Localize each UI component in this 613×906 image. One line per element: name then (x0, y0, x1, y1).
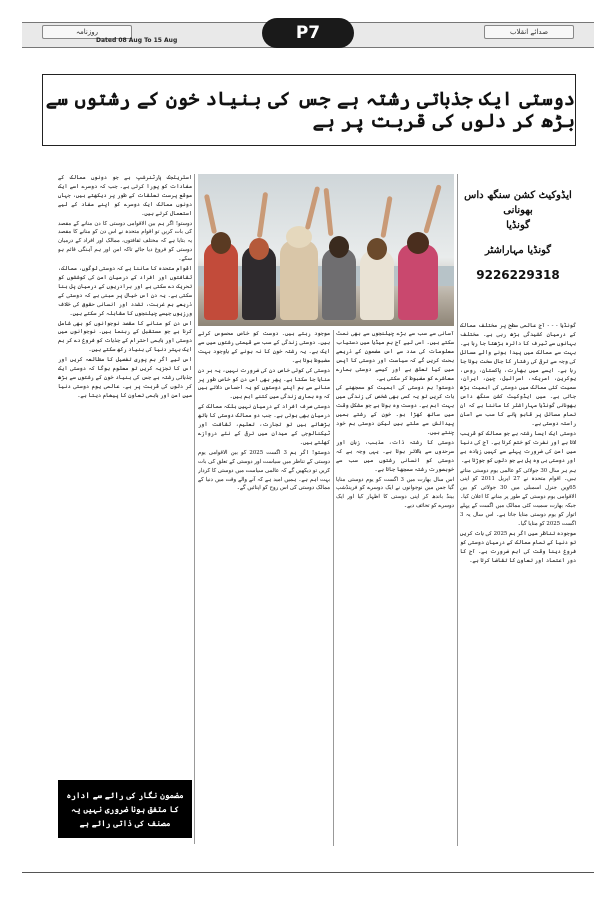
photo-arm (324, 188, 334, 236)
photo-arm (204, 194, 217, 234)
page-bottom-rule (22, 872, 594, 873)
author-phone: 9226229318 (476, 268, 560, 282)
paragraph: دوستی ایک ایسا رشتہ ہے جو ممالک کو قریب لاتا ہے اور نفرت کو ختم کرتا ہے۔ آج کی دنیا میں امن کی ضرورت پہلے سے کہیں زیادہ ہے اور دوستی ہی وہ پل ہے جو دلوں کو جوڑتا ہے۔ (460, 430, 576, 464)
page-number: P7 (262, 18, 354, 48)
disclaimer-text: مضمون نگار کی رائے سے ادارہ کا متفق ہونا ضروری نہیں یہ مصنف کی ذاتی رائے ہے (66, 790, 184, 828)
disclaimer-box (58, 780, 192, 838)
paragraph: دوستی کا رشتہ ذات، مذہب، زبان اور سرحدوں سے بالاتر ہوتا ہے۔ یہی وجہ ہے کہ دوستی کو انسانی رشتوں میں سب سے خوبصورت رشتہ سمجھا جاتا ہے۔ (336, 439, 454, 473)
friends-photo (198, 174, 454, 326)
newspaper-page (22, 16, 594, 892)
photo-arm (305, 186, 320, 230)
text-column-mid-right (336, 330, 454, 848)
byline (460, 188, 576, 308)
paragraph: دوستو! اگر ہم بین الاقوامی دوستی کا دن منانے کے مقصد کی بات کریں تو اقوام متحدہ نے اس دن کو منانے کا مقصد یہ بتایا ہے کہ مختلف ثقافتوں، ممالک اور افراد کے درمیان دوستی کو فروغ دیا جائے تاکہ امن اور ہم آہنگی قائم ہو سکے۔ (58, 220, 192, 263)
photo-head (211, 232, 231, 254)
masthead-right-tag: صدائے انقلاب (484, 25, 574, 39)
paragraph: اس سال بھارت میں 3 اگست کو یوم دوستی منایا گیا جس میں نوجوانوں نے ایک دوسرے کو فرینڈشپ بینڈ باندھ کر اپنی دوستی کا اظہار کیا اور ایک دوسرے کو تحائف دیے۔ (336, 476, 454, 510)
column-divider (333, 330, 334, 846)
author-city: گونڈیا (506, 220, 530, 231)
paragraph: آسانی سے سب سے بڑے چیلنجوں سے بھی نمٹ سکتے ہیں۔ اسی لیے آج ہم میڈیا میں دستیاب معلومات کی مدد سے اس مضمون کے ذریعے بحث کریں گے کہ سیاست اور دوستی کا آپس میں کیا تعلق ہے اور کیسے دوستی ہمارے معاشرے کو مضبوط کر سکتی ہے۔ (336, 331, 454, 382)
photo-arm (423, 184, 442, 233)
text-column-right (460, 322, 576, 848)
photo-person (398, 244, 438, 320)
column-divider (457, 174, 458, 846)
text-column-left (58, 174, 192, 774)
paragraph: گونڈیا - - - آج عالمی سطح پر مختلف ممالک کے درمیان کشیدگی بڑھ رہی ہے۔ مختلف بہانوں سے ٹیرف کا دائرہ بڑھتا جا رہا ہے۔ بہت سے ممالک میں پیدا ہونے والے مسائل کی وجہ سے ترقی کی رفتار کا جال سخت ہوتا جا رہا ہے۔ ایسے میں بھارت، پاکستان، روس، یوکرین، امریکہ، اسرائیل، چین، ایران، سمیت کئی ممالک میں دوستی کی اہمیت بڑھ جاتی ہے۔ میں ایڈوکیٹ کشن سنگھ داس بھونانی گونڈیا مہاراشٹر کا ماننا ہے کہ ان تمام مسائل پر قابو پانے کا سب سے آسان راستہ دوستی ہے۔ (460, 323, 576, 427)
photo-head (407, 232, 429, 254)
photo-arm (380, 196, 392, 238)
masthead-left-tag: روزنامہ (42, 25, 132, 39)
headline-box (42, 74, 576, 146)
paragraph: دوستی صرف افراد کے درمیان نہیں بلکہ ممالک کے درمیان بھی ہوتی ہے۔ جب دو ممالک دوستی کا ہاتھ بڑھاتے ہیں تو تجارت، تعلیم، ثقافت اور ٹیکنالوجی کے میدان میں ترقی کے نئے دروازے کھلتے ہیں۔ (198, 404, 330, 446)
column-divider (194, 174, 195, 844)
photo-person (322, 248, 356, 320)
issue-date: Dated 08 Aug To 15 Aug (96, 37, 178, 44)
article (42, 170, 576, 870)
photo-person (280, 240, 318, 320)
paragraph: موجود رہتے ہیں۔ دوست کو خاص محسوس کرتے ہیں۔ دوستی زندگی کے سب سے قیمتی رشتوں میں سے ایک ہے۔ یہ رشتہ خون کا نہ ہونے کے باوجود بہت مضبوط ہوتا ہے۔ (198, 331, 330, 364)
masthead (22, 16, 594, 50)
photo-arm (257, 192, 268, 238)
photo-head (249, 238, 269, 260)
headline: دوستی ایک جذباتی رشتہ ہے جس کی بنیاد خون کے رشتوں سے بڑھ کر دلوں کی قربت پر ہے (45, 88, 575, 132)
photo-person (360, 250, 394, 320)
paragraph: اس دن کو منانے کا مقصد نوجوانوں کو بھی شامل کرنا ہے جو مستقبل کے رہنما ہیں۔ نوجوانوں میں دوستی اور باہمی احترام کے جذبات کو فروغ دے کر ہم ایک بہتر دنیا کی بنیاد رکھ سکتے ہیں۔ (58, 320, 192, 354)
photo-head (329, 236, 349, 258)
paragraph: اس لیے اگر ہم پوری تفصیل کا مطالعہ کریں اور اس کا تجزیہ کریں تو معلوم ہوگا کہ دوستی ایک جذباتی رشتہ ہے جس کی بنیاد خون کے رشتوں سے بڑھ کر دلوں کی قربت پر ہے۔ عالمی یوم دوستی دنیا میں امن اور باہمی تعاون کا پیغام دیتا ہے۔ (58, 357, 192, 399)
paragraph: موجودہ تناظر میں اگر ہم 2025 کی بات کریں تو دنیا کے تمام ممالک کے درمیان دوستی کو فروغ دینا وقت کی اہم ضرورت ہے۔ آج کا دور اعتماد اور تعاون کا تقاضا کرتا ہے۔ (460, 530, 576, 564)
author-name: ایڈوکیٹ کشن سنگھ داس بھونانی (464, 190, 572, 216)
paragraph: اقوام متحدہ کا ماننا ہے کہ دوستی لوگوں، ممالک، ثقافتوں اور افراد کے درمیان امن کی کوششوں کو تحریک دے سکتی ہے اور برادریوں کے درمیان پل بنا سکتی ہے۔ یہ دن اس خیال پر مبنی ہے کہ دوستی کے ذریعے ہم غربت، تشدد اور انسانی حقوق کی خلاف ورزیوں جیسے چیلنجوں کا مقابلہ کر سکتے ہیں۔ (58, 266, 192, 317)
paragraph: ہم ہر سال 30 جولائی کو عالمی یوم دوستی مناتے ہیں۔ اقوام متحدہ نے 27 اپریل 2011 کو اپنی 65ویں جنرل اسمبلی میں 30 جولائی کو بین الاقوامی یوم دوستی کے طور پر منانے کا اعلان کیا۔ جبکہ بھارت سمیت کئی ممالک میں اگست کے پہلے اتوار کو یوم دوستی منایا جاتا ہے۔ اس سال یہ 3 اگست 2025 کو منایا گیا۔ (460, 467, 576, 527)
author-location: گونڈیا مہاراشٹر (484, 245, 552, 256)
paragraph: دوستی کی کوئی خاص دن کی ضرورت نہیں، یہ ہر دن منایا جا سکتا ہے۔ پھر بھی اس دن کو خاص طور پر منانے سے ہم اپنے دوستوں کو یہ احساس دلاتے ہیں کہ وہ ہماری زندگی میں کتنے اہم ہیں۔ (198, 367, 330, 401)
paragraph: دوستو! اگر ہم 3 اگست 2025 کو بین الاقوامی یوم دوستی کے تناظر میں سیاست اور دوستی کے تعلق کی بات کریں تو دیکھیں گے کہ عالمی سیاست میں دوستی کا کردار بہت اہم ہے۔ ہمیں امید ہے کہ آنے والے وقت میں دنیا کے ممالک دوستی کی اس روح کو اپنائیں گے۔ (198, 449, 330, 492)
photo-head (367, 238, 387, 260)
paragraph: اسٹریٹجک پارٹنرشپ ہے جو دونوں ممالک کے مفادات کو پورا کرتی ہے۔ جب کہ دوسرے اسے ایک موقع پرست تعلقات کے طور پر دیکھتے ہیں، جہاں دونوں ممالک ایک دوسرے کو اپنے مفاد کے لیے استعمال کرتے ہیں۔ (58, 175, 192, 217)
paragraph: دوستو! ہم دوستی کی اہمیت کو سمجھنے کی بات کریں تو یہ کسی بھی شخص کی زندگی میں بہت اہم ہے۔ دوست وہ ہوتا ہے جو مشکل وقت میں ساتھ کھڑا ہو۔ خون کے رشتے ہمیں پیدائش سے ملتے ہیں لیکن دوستی ہم خود چنتے ہیں۔ (336, 385, 454, 436)
text-column-mid-left (198, 330, 330, 848)
